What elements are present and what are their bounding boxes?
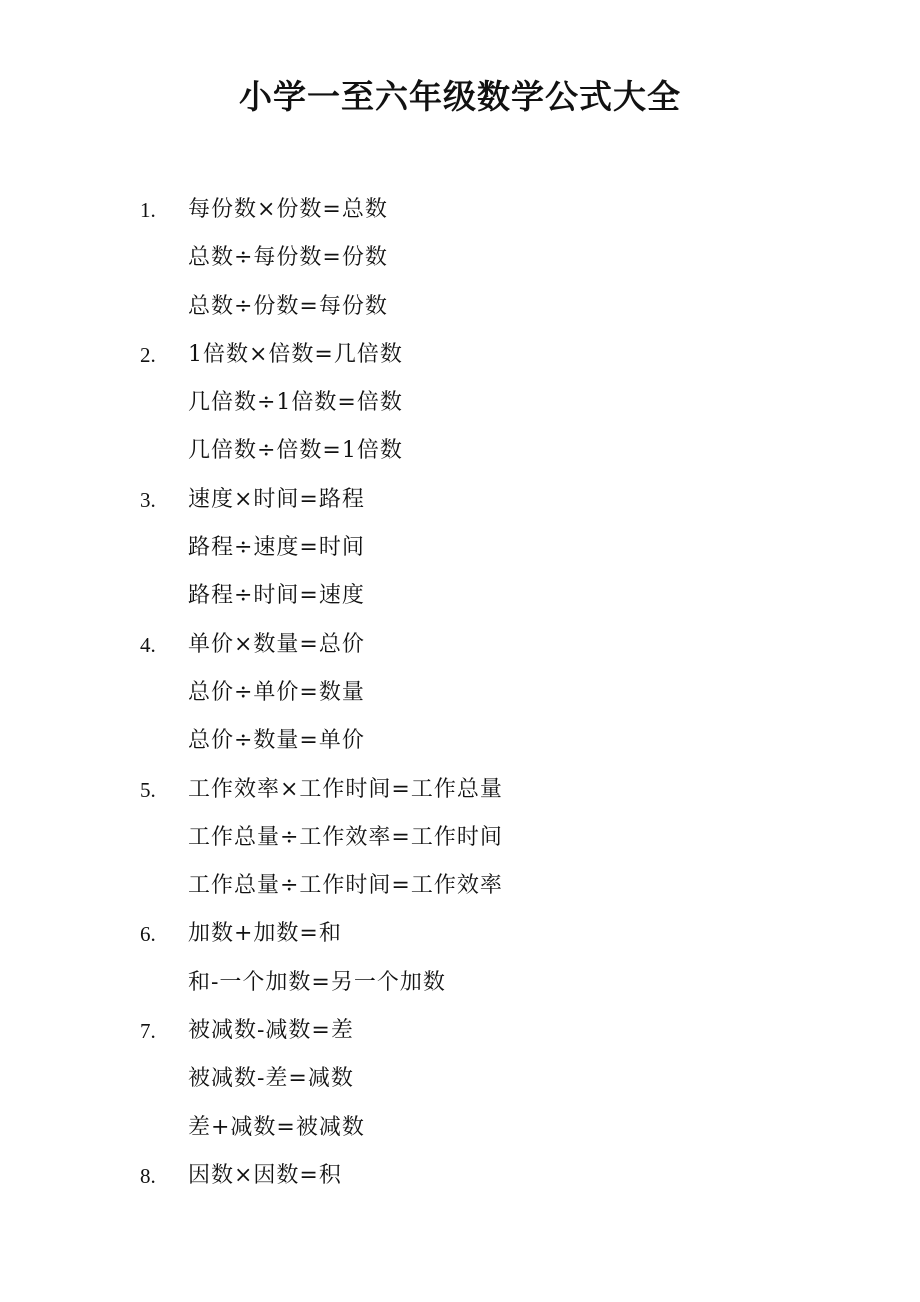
formula-text: 路程÷速度=时间 — [188, 535, 365, 561]
formula-number: 5. — [140, 777, 156, 802]
formula-row — [0, 379, 920, 427]
formula-row — [0, 814, 920, 862]
formula-list — [0, 186, 920, 1200]
formula-row — [0, 1055, 920, 1103]
formula-number: 8. — [140, 1163, 156, 1188]
formula-row — [0, 669, 920, 717]
formula-row — [0, 331, 920, 379]
formula-row — [0, 621, 920, 669]
formula-text: 单价×数量=总价 — [188, 631, 365, 657]
formula-row — [0, 766, 920, 814]
formula-row — [0, 524, 920, 572]
formula-number: 1. — [140, 198, 156, 222]
formula-text: 几倍数÷1倍数=倍数 — [188, 390, 403, 416]
formula-text: 加数+加数=和 — [188, 921, 342, 947]
formula-text: 被减数-减数=差 — [188, 1018, 354, 1044]
formula-number: 4. — [140, 632, 156, 657]
formula-row — [0, 717, 920, 765]
formula-number: 7. — [140, 1019, 156, 1044]
formula-row — [0, 283, 920, 331]
formula-text: 每份数×份数=总数 — [188, 197, 388, 222]
formula-text: 总价÷数量=单价 — [188, 728, 365, 754]
formula-text: 差+减数=被减数 — [188, 1114, 365, 1140]
formula-text: 几倍数÷倍数=1倍数 — [188, 438, 403, 464]
formula-number: 6. — [140, 922, 156, 947]
formula-row — [0, 910, 920, 958]
formula-row — [0, 862, 920, 910]
formula-text: 总价÷单价=数量 — [188, 679, 365, 705]
page-title: 小学一至六年级数学公式大全 — [239, 77, 681, 116]
formula-row — [0, 1152, 920, 1200]
formula-row — [0, 427, 920, 475]
formula-number: 2. — [140, 342, 156, 367]
formula-text: 1倍数×倍数=几倍数 — [188, 341, 403, 367]
formula-row — [0, 476, 920, 524]
formula-row — [0, 1007, 920, 1055]
formula-row — [0, 1104, 920, 1152]
formula-text: 工作总量÷工作时间=工作效率 — [188, 873, 503, 899]
formula-row — [0, 234, 920, 282]
formula-number: 3. — [140, 487, 156, 512]
formula-text: 总数÷份数=每份数 — [188, 293, 388, 319]
formula-text: 路程÷时间=速度 — [188, 583, 365, 609]
formula-row — [0, 186, 920, 234]
formula-row — [0, 572, 920, 620]
formula-text: 总数÷每份数=份数 — [188, 245, 388, 271]
formula-row — [0, 959, 920, 1007]
formula-text: 和-一个加数=另一个加数 — [188, 969, 446, 995]
formula-text: 因数×因数=积 — [188, 1162, 342, 1188]
formula-text: 速度×时间=路程 — [188, 486, 365, 512]
formula-text: 工作总量÷工作效率=工作时间 — [188, 824, 503, 850]
formula-text: 被减数-差=减数 — [188, 1066, 354, 1092]
formula-text: 工作效率×工作时间=工作总量 — [188, 776, 503, 802]
